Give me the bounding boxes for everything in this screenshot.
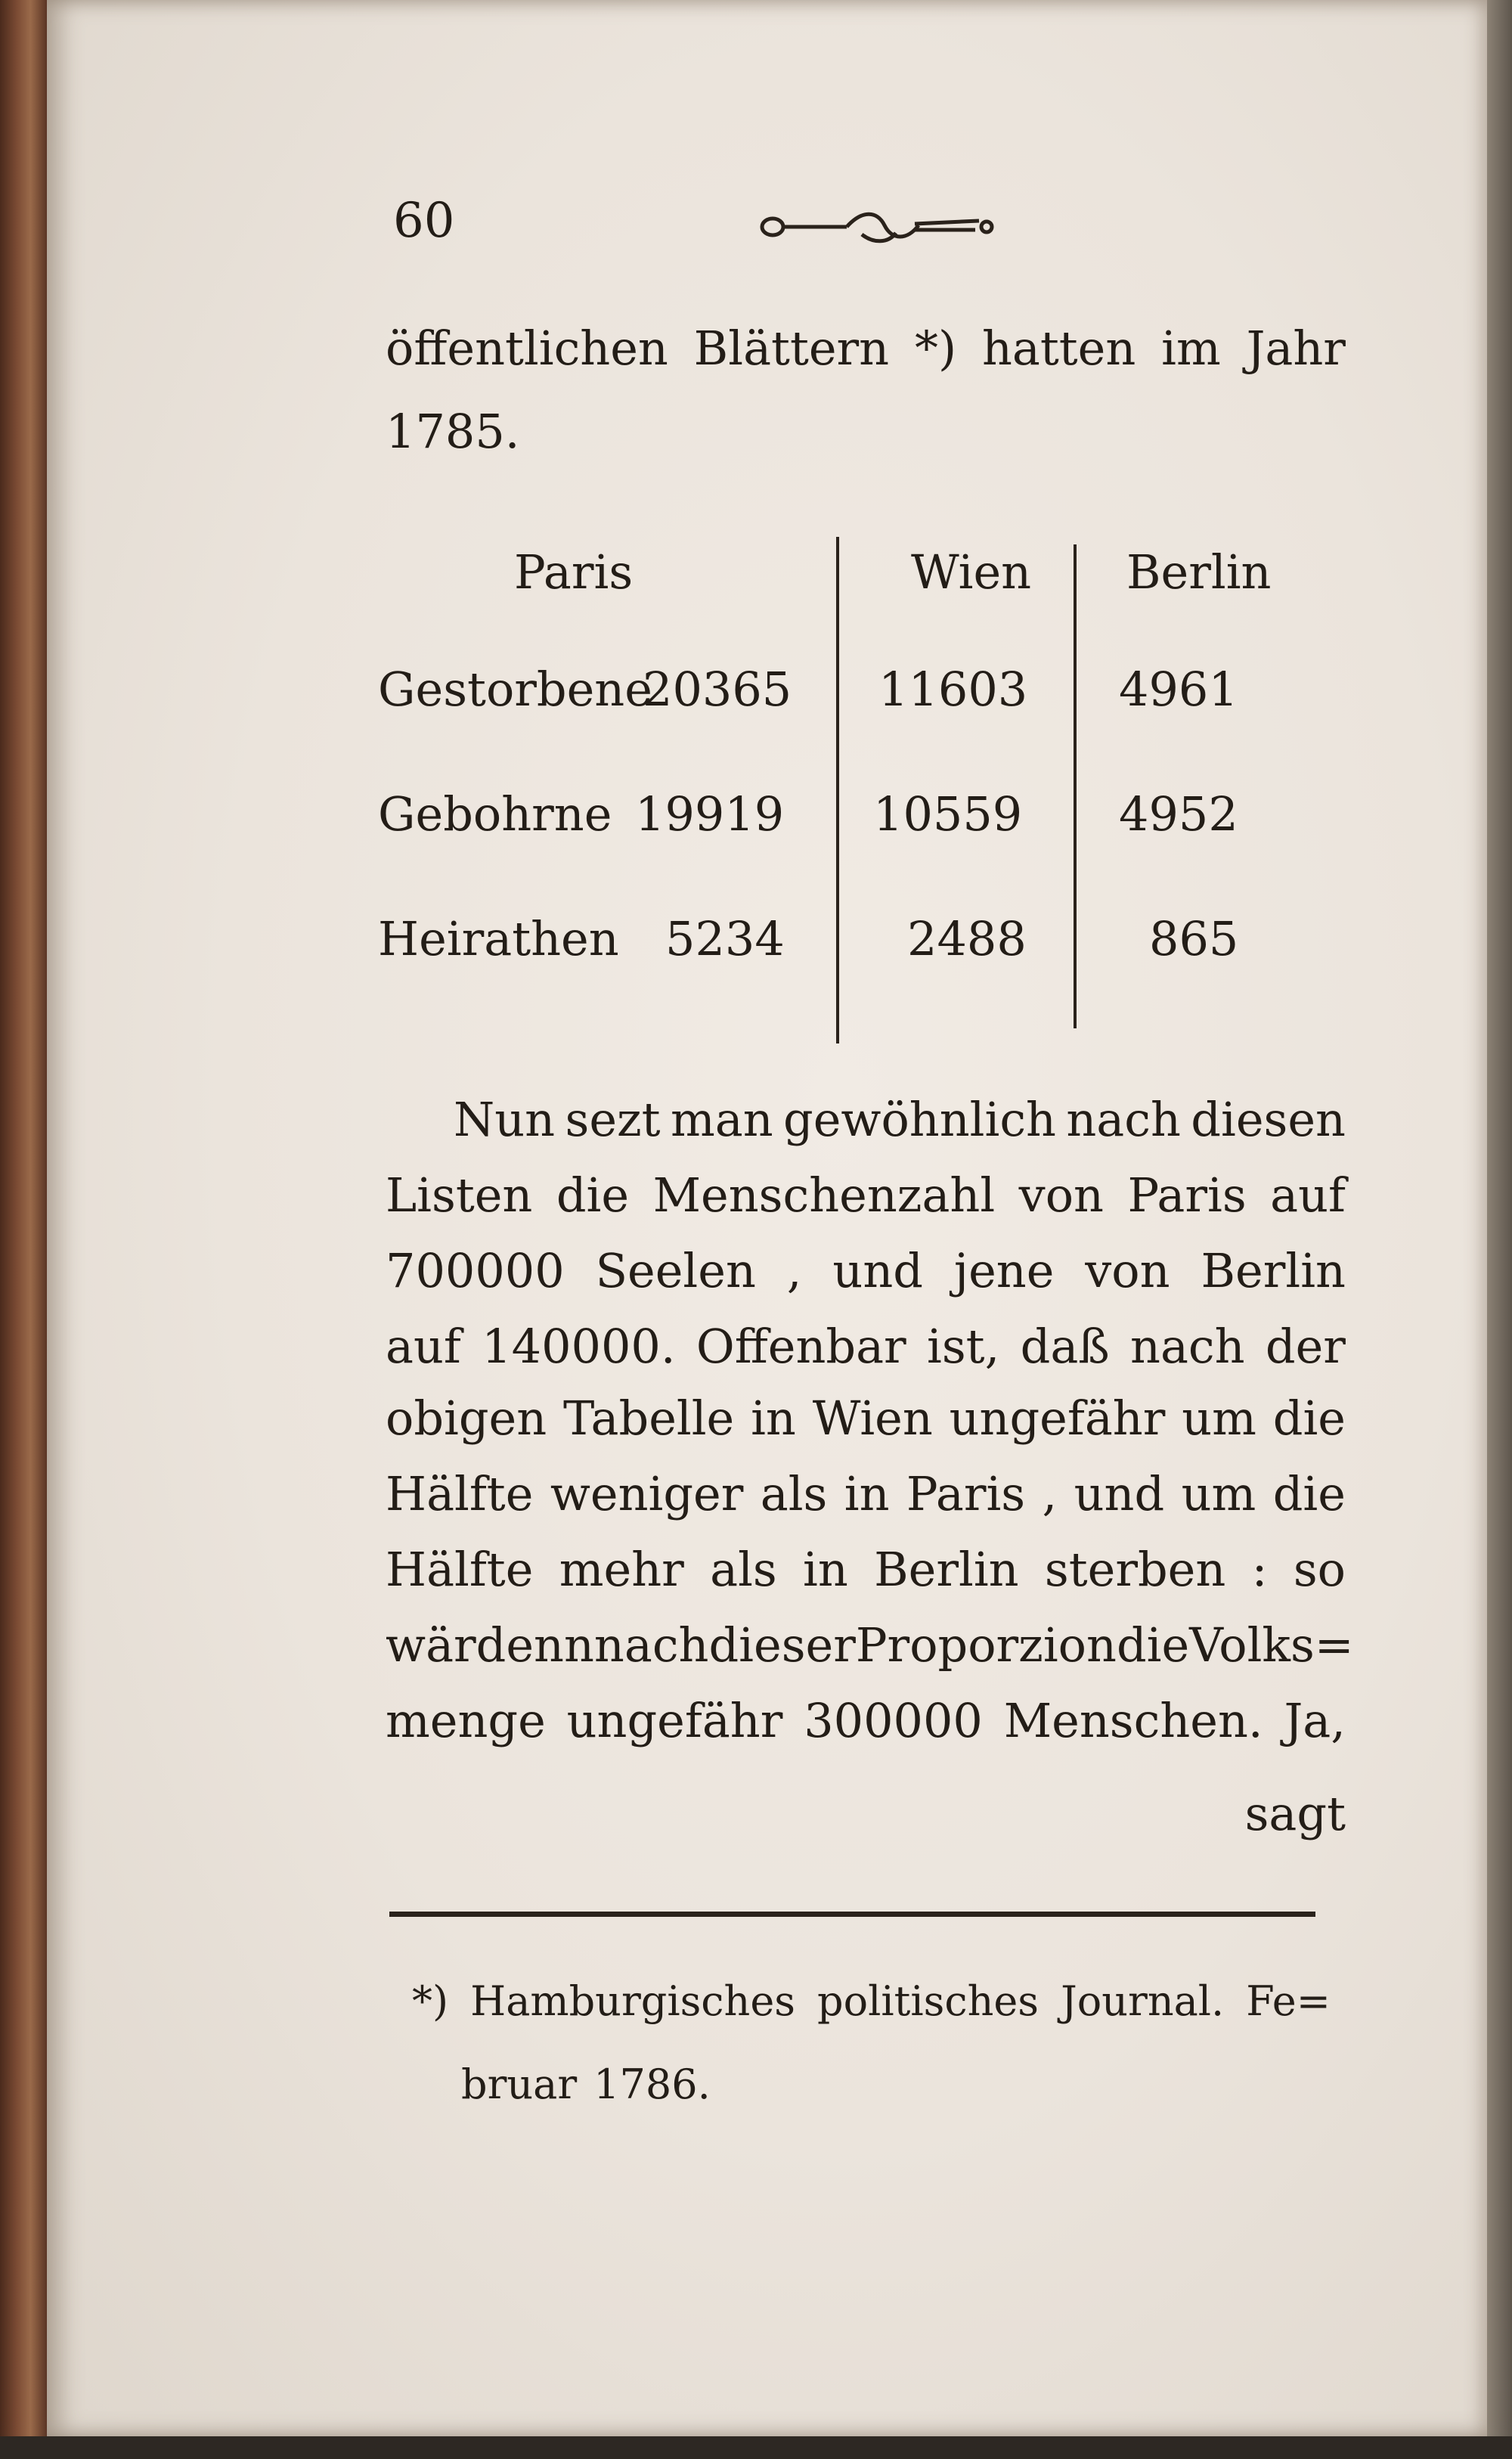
word: von	[1018, 1167, 1104, 1223]
word: auf	[1270, 1167, 1346, 1223]
catchword-text: sagt	[1244, 1786, 1346, 1841]
word: obigen	[386, 1391, 547, 1446]
column-header-paris: Paris	[514, 544, 634, 600]
word: ,	[786, 1243, 802, 1298]
word: um	[1181, 1466, 1256, 1521]
table-cell: 20365	[643, 662, 792, 717]
word: sezt	[565, 1092, 661, 1147]
table-divider	[836, 537, 839, 1043]
word: Volks=	[1189, 1617, 1354, 1673]
word: ungefähr	[566, 1693, 783, 1748]
word: Wien	[812, 1391, 933, 1446]
word: und	[832, 1243, 923, 1298]
word: Paris	[906, 1466, 1026, 1521]
row-label: Heirathen	[378, 911, 619, 966]
word: Blättern	[693, 321, 890, 376]
word: 1786.	[593, 2061, 711, 2108]
word: im	[1161, 321, 1221, 376]
table-cell: 11603	[878, 662, 1028, 717]
body-text-line	[386, 1617, 1354, 1673]
word: bruar	[461, 2061, 578, 2108]
word: Hamburgisches	[470, 1977, 795, 2025]
table-cell: 19919	[635, 786, 785, 842]
word: Journal.	[1061, 1977, 1225, 2025]
word: in	[751, 1391, 796, 1446]
word: weniger	[550, 1466, 744, 1521]
word: Hälfte	[386, 1466, 534, 1521]
word: die	[1116, 1617, 1190, 1673]
word: Ja,	[1284, 1693, 1346, 1748]
word: daß	[1020, 1319, 1110, 1374]
word: ist,	[927, 1319, 1000, 1374]
word: nach	[593, 1617, 709, 1673]
word: von	[1085, 1243, 1170, 1298]
body-text-line	[386, 1466, 1346, 1521]
word: die	[556, 1167, 630, 1223]
table-cell: 10559	[873, 786, 1023, 842]
body-text-line	[386, 1319, 1346, 1374]
word: *)	[412, 1977, 449, 2025]
word: öffentlichen	[386, 321, 668, 376]
word: Paris	[1127, 1167, 1247, 1223]
word: wär	[386, 1617, 476, 1673]
word: diesen	[1191, 1092, 1346, 1147]
word: nach	[1066, 1092, 1181, 1147]
word: die	[1272, 1466, 1346, 1521]
word: um	[1182, 1391, 1256, 1446]
page-stack-edge	[1487, 0, 1512, 2459]
page-number: 60	[393, 193, 455, 249]
word: ungefähr	[949, 1391, 1166, 1446]
word: Fe=	[1246, 1977, 1331, 2025]
word: Seelen	[595, 1243, 756, 1298]
book-cover-edge	[0, 0, 47, 2459]
row-label: Gestorbene	[378, 662, 652, 717]
word: hatten	[981, 321, 1136, 376]
word: mehr	[559, 1542, 684, 1597]
catchword	[386, 1786, 1346, 1841]
word: jene	[953, 1243, 1055, 1298]
word: Menschen.	[1003, 1693, 1263, 1748]
statistics-table	[378, 529, 1353, 1043]
word: Nun	[454, 1092, 556, 1147]
footnote-rule	[389, 1912, 1315, 1917]
word: so	[1293, 1542, 1346, 1597]
body-text-line	[386, 1693, 1346, 1748]
intro-line	[386, 404, 1346, 459]
body-text-line	[454, 1092, 1346, 1147]
word: in	[803, 1542, 848, 1597]
column-header-berlin: Berlin	[1126, 544, 1272, 600]
word: 140000.	[482, 1319, 676, 1374]
word: man	[670, 1092, 773, 1147]
footnote-line	[461, 2061, 1380, 2108]
body-text-line	[386, 1167, 1346, 1223]
word: ,	[1042, 1466, 1058, 1521]
word: Proporzion	[855, 1617, 1117, 1673]
word: 700000	[386, 1243, 565, 1298]
word: Jahr	[1246, 321, 1346, 376]
table-cell: 2488	[907, 911, 1027, 966]
body-text-line	[386, 1391, 1346, 1446]
word: Berlin	[874, 1542, 1019, 1597]
word: als	[760, 1466, 828, 1521]
table-divider	[1074, 544, 1077, 1028]
word: in	[844, 1466, 890, 1521]
word: denn	[476, 1617, 594, 1673]
word: Tabelle	[563, 1391, 735, 1446]
footnote-line	[412, 1977, 1331, 2025]
word: 300000	[804, 1693, 983, 1748]
body-text-line	[386, 1542, 1346, 1597]
word: menge	[386, 1693, 546, 1748]
ornament-icon	[756, 204, 998, 250]
word: politisches	[817, 1977, 1040, 2025]
word: dieser	[708, 1617, 856, 1673]
word: Menschenzahl	[652, 1167, 996, 1223]
word: als	[710, 1542, 777, 1597]
word: sterben	[1044, 1542, 1226, 1597]
word: die	[1272, 1391, 1346, 1446]
row-label: Gebohrne	[378, 786, 612, 842]
word: Berlin	[1201, 1243, 1346, 1298]
word: auf	[386, 1319, 461, 1374]
word: nach	[1130, 1319, 1245, 1374]
table-cell: 4961	[1119, 662, 1238, 717]
word: gewöhnlich	[783, 1092, 1056, 1147]
word: :	[1251, 1542, 1268, 1597]
table-cell: 5234	[665, 911, 785, 966]
word: und	[1074, 1466, 1165, 1521]
word: Hälfte	[386, 1542, 534, 1597]
table-cell: 4952	[1119, 786, 1238, 842]
word: Listen	[386, 1167, 533, 1223]
intro-line	[386, 321, 1346, 376]
scan-background	[0, 2436, 1512, 2459]
word: *)	[914, 321, 957, 376]
column-header-wien: Wien	[911, 544, 1032, 600]
body-text-line	[386, 1243, 1346, 1298]
word: der	[1265, 1319, 1346, 1374]
word: Offenbar	[696, 1319, 906, 1374]
table-cell: 865	[1149, 911, 1239, 966]
word: 1785.	[386, 404, 520, 459]
